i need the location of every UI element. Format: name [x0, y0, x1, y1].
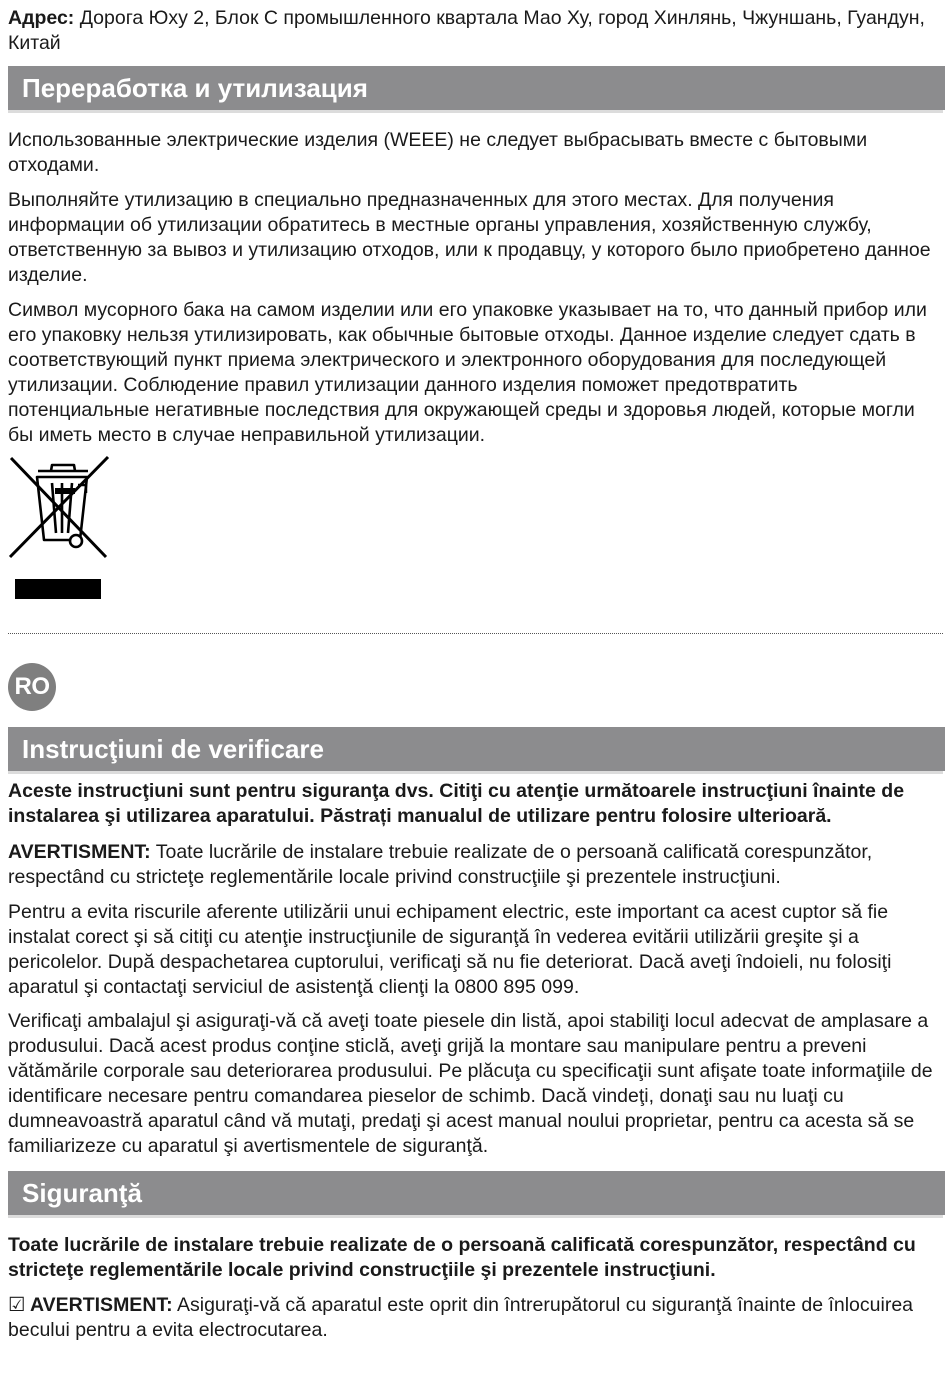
- risk-paragraph: Pentru a evita riscurile aferente utilizării unui echipament electric, este important ca acest cuptor să fie instalat corect şi să citiţi cu atenţie instrucţiunile de siguranţă în vederea evitării utilizării greşite şi a pericolelor. După despachetarea cuptorului, verificaţi să nu fie deteriorat. Dacă aveţi îndoieli, nu folosiţi aparatul şi contactaţi serviciul de asistenţă clienţi la 0800 895 099.: [8, 901, 892, 998]
- language-badge: RO: [8, 663, 56, 711]
- section-divider: [8, 633, 943, 634]
- recycling-p2: Выполняйте утилизацию в специально предназначенных для этого местах. Для получения информации об утилизации обратитесь в местные органы управления, хозяйственную службу, ответственную за вывоз и утилизацию отходов, или к продавцу, у которого было приобретено данное изделие.: [8, 189, 931, 286]
- address-label: Адрес:: [8, 7, 75, 29]
- safety-bold: Toate lucrările de instalare trebuie realizate de o persoană calificată corespunzător, respectând cu stricteţe reglementările locale privind construcţiile şi prezentele instrucţiuni.: [8, 1234, 916, 1281]
- intro-bold: Aceste instrucţiuni sunt pentru siguranţa dvs. Citiţi cu atenţie următoarele instrucţiuni înainte de instalarea şi utilizarea aparatului. Păstrați manualul de utilizare pentru folosire ulterioară.: [8, 780, 905, 827]
- address-text: Дорога Юху 2, Блок С промышленного квартала Мао Ху, город Хинлянь, Чжуншань, Гуандун, Китай: [8, 7, 925, 54]
- checkbox-icon: ☑: [8, 1294, 26, 1316]
- recycling-p3: Символ мусорного бака на самом изделии или его упаковке указывает на то, что данный прибор или его упаковку нельзя утилизировать, как обычные бытовые отходы. Данное изделие следует сдать в соответствующий пункт приема электрического и электронного оборудования для последующей утилизации. Соблюдение правил утилизации данного изделия поможет предотвратить потенциальные негативные последствия для окружающей среды и здоровья людей, которые могли бы иметь место в случае неправильной утилизации.: [8, 299, 927, 446]
- warning-1: [8, 840, 943, 890]
- recycling-banner: [8, 66, 943, 110]
- weee-bin-icon: [8, 455, 110, 560]
- warning-2-label: AVERTISMENT:: [30, 1294, 173, 1316]
- weee-underline-bar: [15, 579, 101, 599]
- safety-title: Siguranţă: [22, 1178, 142, 1208]
- check-paragraph: Verificaţi ambalajul şi asiguraţi-vă că aveţi toate piesele din listă, apoi stabiliţi locul adecvat de amplasare a produsului. Dacă acest produs conţine sticlă, aveţi grijă la montare sau manipulare pentru a preveni vătămările corporale sau deteriorarea produsului. Pe plăcuţa cu specificaţii sunt afişate toate informaţiile de identificare necesare pentru comandarea pieselor de schimb. Dacă vindeţi, donaţi sau nu luaţi cu dumneavoastră aparatul când vă mutaţi, predaţi şi acest manual noului proprietar, pentru ca acesta să se familiarizeze cu aparatul şi avertismentele de siguranţă.: [8, 1010, 933, 1157]
- instructions-banner: [8, 727, 943, 771]
- safety-banner: [8, 1171, 943, 1215]
- recycling-title: Переработка и утилизация: [22, 73, 368, 103]
- warning-1-text: Toate lucrările de instalare trebuie realizate de o persoană calificată corespunzător, respectând cu stricteţe reglementările locale privind construcţiile şi prezentele instrucţiuni.: [8, 841, 873, 888]
- warning-2: [8, 1293, 943, 1343]
- warning-2-text: Asiguraţi-vă că aparatul este oprit din întrerupătorul cu siguranţă înainte de înlocuirea becului pentru a evita electrocutarea.: [8, 1294, 914, 1341]
- instructions-title: Instrucţiuni de verificare: [22, 734, 324, 764]
- warning-1-label: AVERTISMENT:: [8, 841, 151, 863]
- recycling-p1: Использованные электрические изделия (WEEE) не следует выбрасывать вместе с бытовыми отходами.: [8, 129, 868, 176]
- address-block: [8, 6, 943, 56]
